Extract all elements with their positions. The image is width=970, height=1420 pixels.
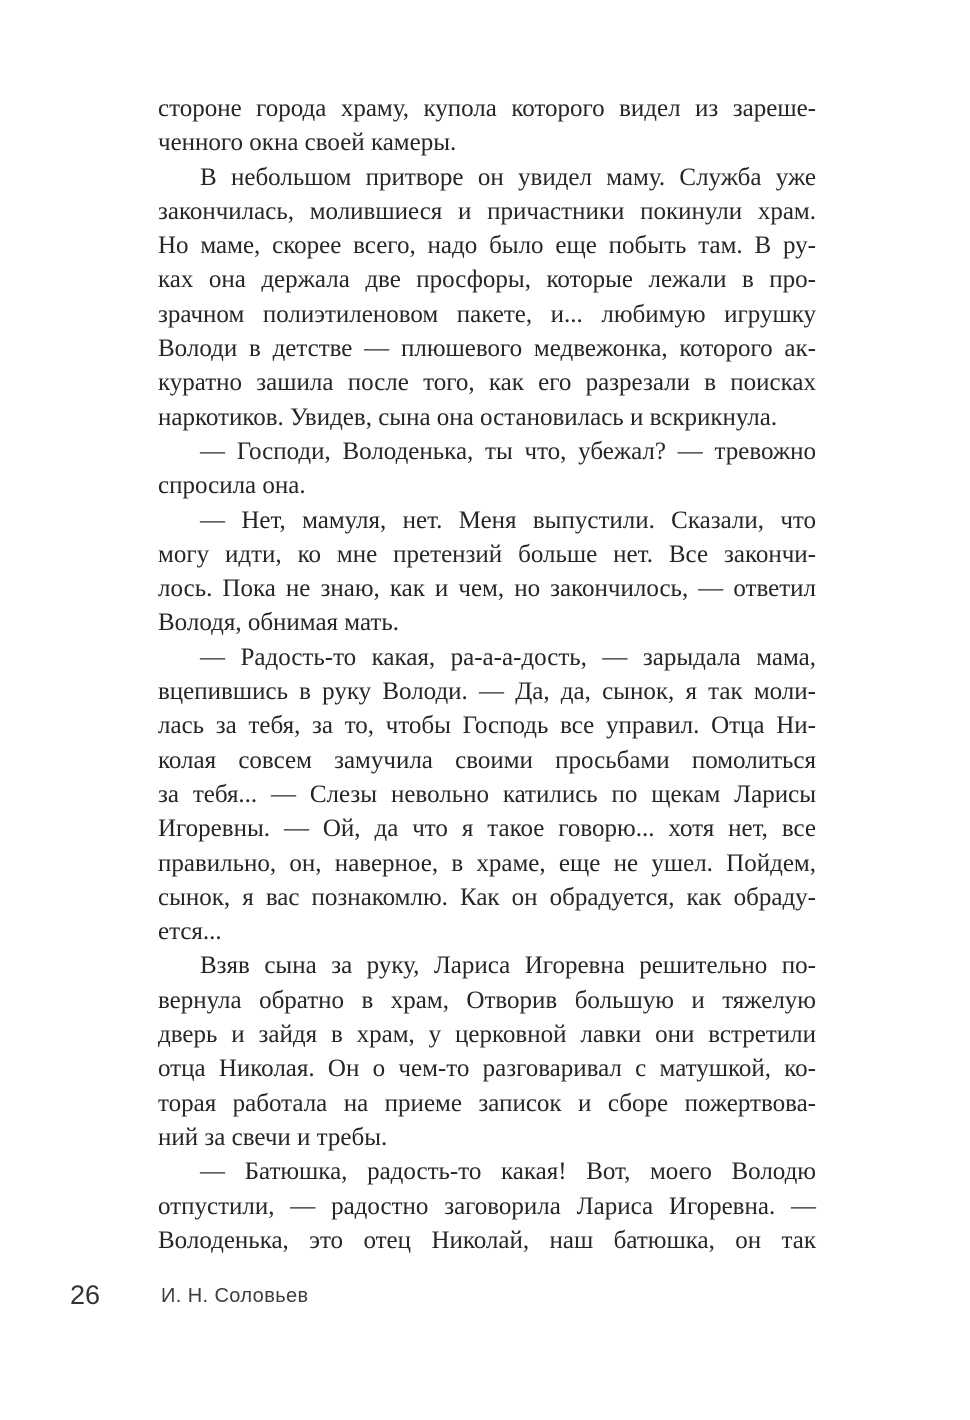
text-line: ках она держала две просфоры, которые лежали в про-: [158, 266, 816, 294]
text-line: Игоревны. — Ой, да что я такое говорю... хотя нет, все: [158, 815, 816, 843]
text-line: В небольшом притворе он увидел маму. Служба уже: [200, 163, 816, 191]
text-line: торая работала на приеме записок и сборе пожертвова-: [158, 1089, 816, 1117]
text-line: — Господи, Володенька, ты что, убежал? — тревожно: [200, 437, 816, 465]
text-line: Володи в детстве — плюшевого медвежонка, которого ак-: [158, 335, 816, 363]
text-line: закончилась, молившиеся и причастники покинули храм.: [158, 197, 816, 225]
paragraph: [158, 435, 816, 504]
text-line: колая совсем замучила своими просьбами помолиться: [158, 746, 816, 774]
text-line: могу идти, ко мне претензий больше нет. Все закончи-: [158, 540, 816, 568]
text-line: лась за тебя, за то, чтобы Господь все управил. Отца Ни-: [158, 712, 816, 740]
text-line: куратно зашила после того, как его разрезали в поисках: [158, 369, 816, 397]
paragraph: [158, 641, 816, 950]
text-line: отца Николая. Он о чем-то разговаривал с матушкой, ко-: [158, 1055, 816, 1083]
paragraph: [158, 1155, 816, 1258]
text-line: ний за свечи и требы.: [158, 1123, 388, 1151]
text-line: отпустили, — радостно заговорила Лариса Игоревна. —: [158, 1192, 816, 1220]
text-line: наркотиков. Увидев, сына она остановилась и вскрикнула.: [158, 403, 778, 431]
paragraph: [158, 92, 816, 161]
text-line: Володенька, это отец Николай, наш батюшка, он так: [158, 1226, 816, 1254]
text-line: зрачном полиэтиленовом пакете, и... любимую игрушку: [158, 300, 816, 328]
text-line: дверь и зайдя в храм, у церковной лавки они встретили: [158, 1021, 816, 1049]
text-line: за тебя... — Слезы невольно катились по щекам Ларисы: [158, 780, 816, 808]
text-line: ется...: [158, 918, 222, 946]
page-number: 26: [70, 1280, 101, 1310]
text-line: правильно, он, наверное, в храме, еще не ушел. Пойдем,: [158, 849, 816, 877]
text-line: — Радость-то какая, ра-а-а-дость, — зарыдала мама,: [200, 643, 816, 671]
text-line: — Батюшка, радость-то какая! Вот, моего Володю: [200, 1158, 816, 1186]
paragraph: [158, 949, 816, 1155]
running-footer-author: И. Н. Соловьев: [161, 1285, 309, 1307]
text-line: Взяв сына за руку, Лариса Игоревна решительно по-: [200, 952, 816, 980]
text-line: — Нет, мамуля, нет. Меня выпустили. Сказали, что: [200, 506, 816, 534]
text-line: спросила она.: [158, 472, 306, 500]
text-line: сынок, я вас познакомлю. Как он обрадуется, как обраду-: [158, 883, 816, 911]
text-line: стороне города храму, купола которого видел из зареше-: [158, 95, 816, 122]
text-line: Володя, обнимая мать.: [158, 609, 399, 637]
page-text-block: [158, 92, 816, 1258]
page-footer: [0, 1280, 970, 1320]
text-line: вернула обратно в храм, Отворив большую и тяжелую: [158, 986, 816, 1014]
paragraph: [158, 504, 816, 641]
text-line: вцепившись в руку Володи. — Да, да, сынок, я так моли-: [158, 678, 816, 706]
text-line: Но маме, скорее всего, надо было еще побыть там. В ру-: [158, 232, 816, 260]
text-line: лось. Пока не знаю, как и чем, но закончилось, — ответил: [158, 575, 816, 603]
text-line: ченного окна своей камеры.: [158, 129, 457, 157]
paragraph: [158, 161, 816, 435]
